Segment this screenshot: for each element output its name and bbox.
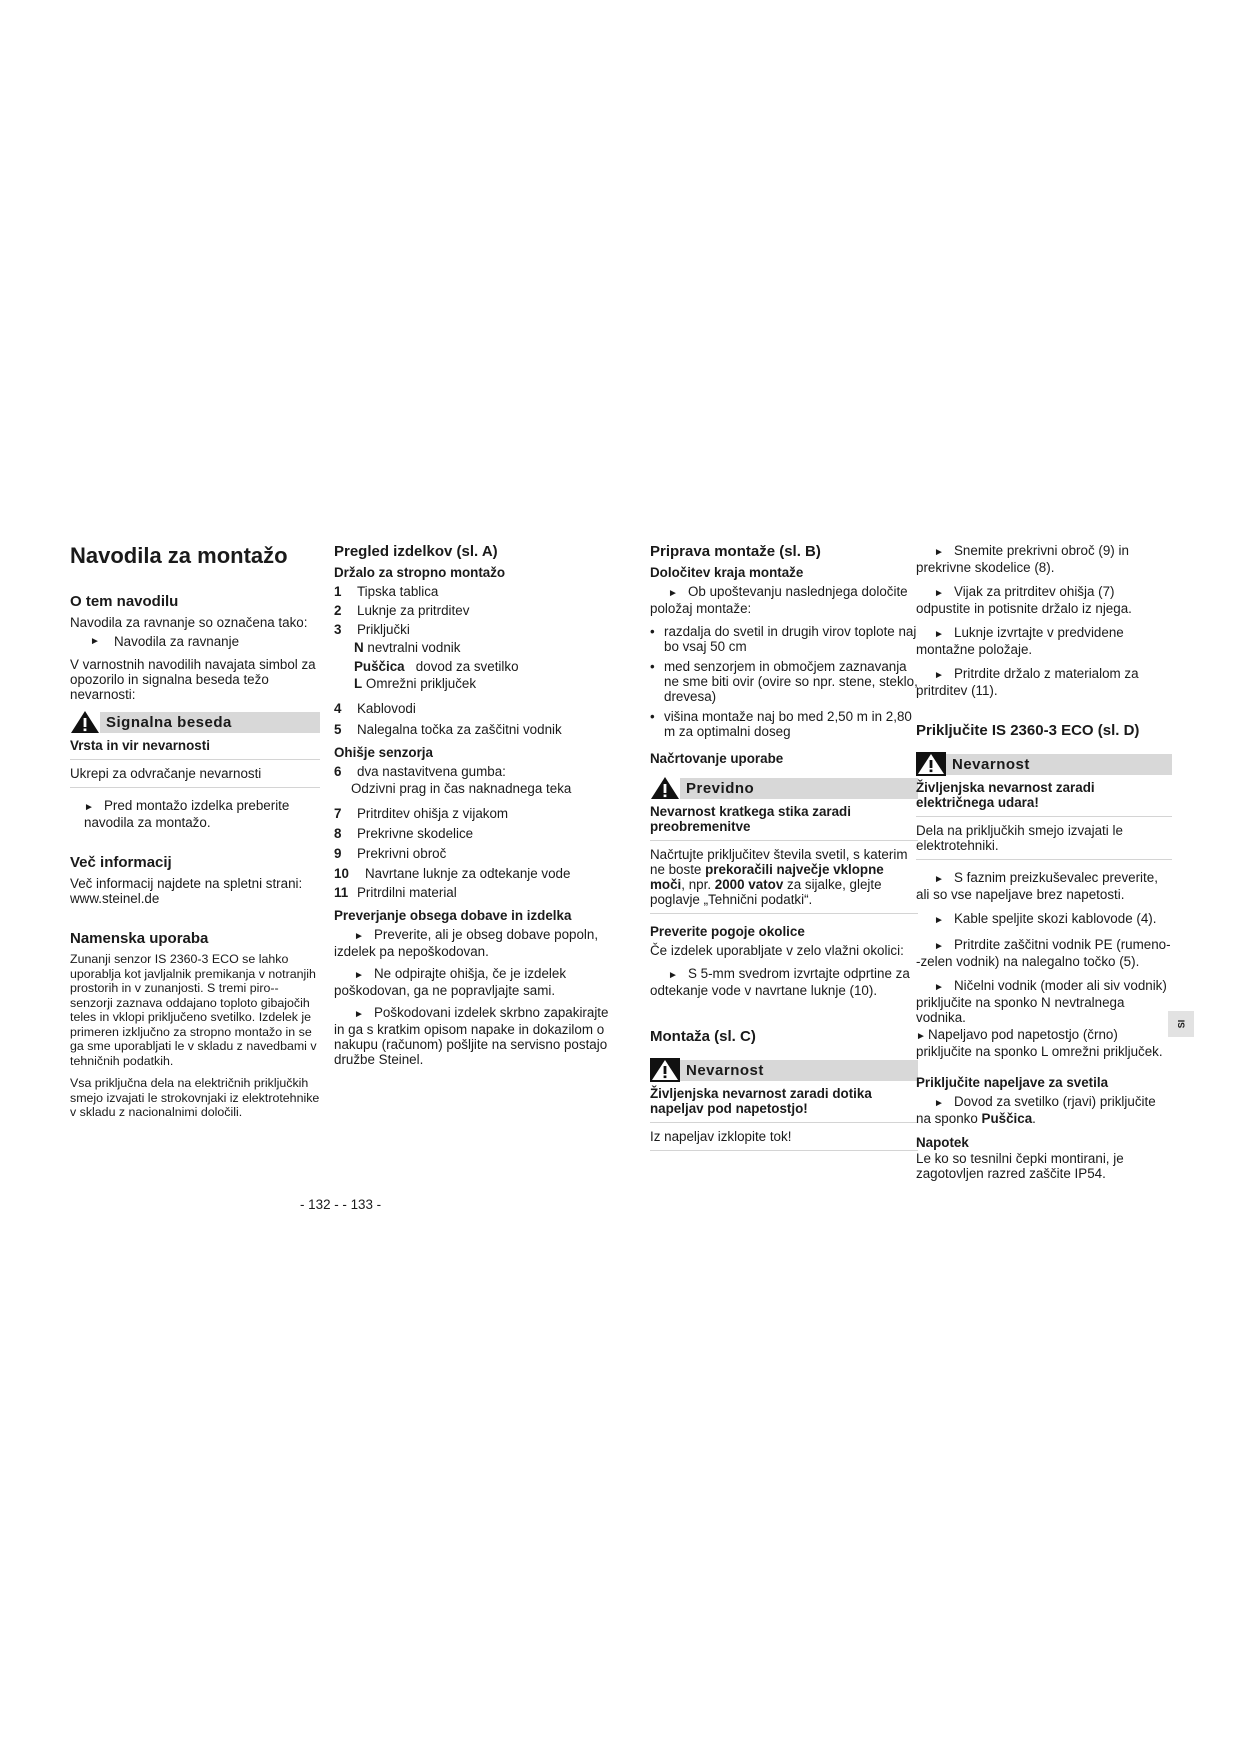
column-3 bbox=[650, 543, 918, 1161]
language-tab: SI bbox=[1168, 1011, 1194, 1037]
list-item: 9 Prekrivni obroč bbox=[334, 846, 447, 861]
subheading-environment: Preverite pogoje okolice bbox=[650, 924, 805, 939]
subheading-location: Določitev kraja montaže bbox=[650, 565, 804, 580]
signal-word-box bbox=[70, 710, 320, 788]
subheading-check-delivery: Preverjanje obsega dobave in izdelka bbox=[334, 908, 572, 923]
arrow-icon: ► bbox=[90, 636, 100, 647]
section-heading-connect: Priključite IS 2360-3 ECO (sl. D) bbox=[916, 722, 1140, 739]
list-item: • med senzorjem in območjem zaznavanja ne sme biti ovir (ovire so npr. stene, steklo, drevesa) bbox=[650, 659, 918, 704]
section-heading-overview: Pregled izdelkov (sl. A) bbox=[334, 543, 498, 560]
danger-body: Iz napeljav izklopite tok! bbox=[650, 1123, 918, 1151]
list-item: 10 Navrtane luknje za odtekanje vode bbox=[334, 866, 571, 881]
subheading-planning: Načrtovanje uporabe bbox=[650, 751, 784, 766]
more-url: www.steinel.de bbox=[70, 891, 160, 906]
caution-box bbox=[650, 776, 918, 914]
column-2 bbox=[334, 543, 612, 1075]
arrow-icon: ► bbox=[354, 1009, 364, 1020]
check-step: ► Ne odpirajte ohišja, če je izdelek poškodovan, ga ne popravljajte sami. bbox=[334, 966, 567, 998]
caution-title: Nevarnost kratkega stika zaradi preobremenitve bbox=[650, 804, 918, 841]
subheading-light-connect: Priključite napeljave za svetila bbox=[916, 1075, 1109, 1090]
use-text-2: Vsa priključna dela na električnih priključkih smejo izvajati le strokovnjaki iz elektrotehnike v skladu z nacionalnimi določili. bbox=[70, 1076, 320, 1119]
danger-label: Nevarnost bbox=[946, 754, 1172, 775]
check-step: ► Preverite, ali je obseg dobave popoln, izdelek pa nepoškodovan. bbox=[334, 927, 599, 959]
list-item: 8 Prekrivne skodelice bbox=[334, 826, 474, 841]
section-heading-about: O tem navodilu bbox=[70, 593, 179, 610]
list-item: 2 Luknje za pritrditev bbox=[334, 603, 470, 618]
column-1 bbox=[70, 543, 320, 1128]
danger-box-mounting bbox=[650, 1058, 918, 1151]
arrow-icon: ► bbox=[916, 1031, 926, 1042]
arrow-icon: ► bbox=[354, 931, 364, 942]
more-text: Več informacij najdete na spletni strani: bbox=[70, 876, 303, 891]
light-connect-step: ► Dovod za svetilko (rjavi) priključite na sponko Puščica. bbox=[916, 1094, 1156, 1126]
arrow-icon: ► bbox=[934, 629, 944, 640]
arrow-icon: ► bbox=[934, 874, 944, 885]
connect-step: ► Kable speljite skozi kablovode (4). bbox=[916, 911, 1172, 928]
arrow-icon: ► bbox=[84, 802, 94, 813]
section-heading-use: Namenska uporaba bbox=[70, 930, 209, 947]
arrow-icon: ► bbox=[934, 670, 944, 681]
note-text: Le ko so tesnilni čepki montirani, je zagotovljen razred zaščite IP54. bbox=[916, 1151, 1124, 1181]
arrow-icon: ► bbox=[934, 915, 944, 926]
caution-body: Načrtujte priključitev števila svetil, s katerim ne boste prekoračili največje vklopne moči, npr. 2000 vatov za sijalke, glejte poglavje „Tehnični podatki“. bbox=[650, 841, 918, 914]
danger-title: Življenjska nevarnost zaradi dotika napeljav pod napetostjo! bbox=[650, 1086, 918, 1123]
mount-step: ► Luknje izvrtajte v predvidene montažne položaje. bbox=[916, 625, 1124, 657]
section-heading-more: Več informacij bbox=[70, 854, 172, 871]
terminal-l: L Omrežni priključek bbox=[354, 676, 477, 691]
check-step: ► Poškodovani izdelek skrbno zapakirajte in ga s kratkim opisom napake in dokazilom o nakupu (računom) pošljite na servisno postajo družbe Steinel. bbox=[334, 1005, 609, 1067]
signal-title: Vrsta in vir nevarnosti bbox=[70, 738, 320, 760]
list-item: • razdalja do svetil in drugih virov toplote naj bo vsaj 50 cm bbox=[650, 624, 917, 654]
connect-step: ► S faznim preizkuševalec preverite, ali so vse napeljave brez napetosti. bbox=[916, 870, 1158, 902]
list-item: 5 Nalegalna točka za zaščitni vodnik bbox=[334, 722, 562, 737]
about-step: ► Navodila za ravnanje bbox=[90, 634, 240, 649]
list-item: 11 Pritrdilni material bbox=[334, 885, 457, 900]
danger-title: Življenjska nevarnost zaradi električnega udara! bbox=[916, 780, 1172, 817]
section-heading-mounting: Montaža (sl. C) bbox=[650, 1028, 756, 1045]
danger-label: Nevarnost bbox=[680, 1060, 918, 1081]
location-step: ► Ob upoštevanju naslednjega določite položaj montaže: bbox=[650, 584, 908, 616]
signal-word-label: Signalna beseda bbox=[100, 712, 320, 733]
mount-step: ► Snemite prekrivni obroč (9) in prekrivne skodelice (8). bbox=[916, 543, 1129, 575]
mount-step: ► Vijak za pritrditev ohišja (7) odpustite in potisnite držalo iz njega. bbox=[916, 584, 1132, 616]
list-item: 4 Kablovodi bbox=[334, 701, 416, 716]
arrow-icon: ► bbox=[934, 982, 944, 993]
arrow-icon: ► bbox=[934, 588, 944, 599]
warning-triangle-icon bbox=[650, 776, 680, 800]
about-text: Navodila za ravnanje so označena tako: bbox=[70, 615, 308, 630]
column-4 bbox=[916, 543, 1172, 1189]
signal-body: Ukrepi za odvračanje nevarnosti bbox=[70, 760, 320, 788]
environment-step: ► S 5-mm svedrom izvrtajte odprtine za odtekanje vode v navrtane luknje (10). bbox=[650, 966, 910, 998]
mount-step: ► Pritrdite držalo z materialom za pritrditev (11). bbox=[916, 666, 1139, 698]
subheading-sensor-housing: Ohišje senzorja bbox=[334, 745, 433, 760]
arrow-icon: ► bbox=[668, 588, 678, 599]
terminal-puscica: Puščica dovod za svetilko bbox=[354, 659, 519, 674]
subheading-note: Napotek bbox=[916, 1135, 969, 1150]
use-text-1: Zunanji senzor IS 2360-3 ECO se lahko uporablja kot javljalnik premikanja v notranjih prostorih in v zunanjosti. S tremi piro--senzorji zaznava oddajano toploto gibajočih teles in vklopi priključeno svetilko. Izdelek je primeren izključno za stropno montažo in se ga sme uporabljati le v skladu z navedbami v tehničnih podatkih. bbox=[70, 952, 317, 1068]
connect-step: ► Ničelni vodnik (moder ali siv vodnik) priključite na sponko N nevtralnega vodnika. bbox=[916, 978, 1167, 1025]
warning-triangle-icon bbox=[70, 710, 100, 734]
subheading-holder: Držalo za stropno montažo bbox=[334, 565, 506, 580]
danger-box-connect bbox=[916, 752, 1172, 860]
section-heading-preparation: Priprava montaže (sl. B) bbox=[650, 543, 821, 560]
danger-body: Dela na priključkih smejo izvajati le elektrotehniki. bbox=[916, 817, 1172, 860]
list-item: 7 Pritrditev ohišja z vijakom bbox=[334, 806, 509, 821]
page-title: Navodila za montažo bbox=[70, 543, 288, 568]
about-text-2: V varnostnih navodilih navajata simbol za opozorilo in signalna beseda težo nevarnosti: bbox=[70, 657, 316, 702]
arrow-icon: ► bbox=[934, 941, 944, 952]
environment-text: Če izdelek uporabljate v zelo vlažni okolici: bbox=[650, 943, 904, 958]
arrow-icon: ► bbox=[934, 547, 944, 558]
list-item-sub: Odzivni prag in čas naknadnega teka bbox=[351, 781, 572, 796]
list-item: 3 Priključki bbox=[334, 622, 410, 637]
arrow-icon: ► bbox=[354, 970, 364, 981]
before-mount-step: ► Pred montažo izdelka preberite navodila za montažo. bbox=[84, 798, 290, 830]
arrow-icon: ► bbox=[668, 970, 678, 981]
terminal-n: N nevtralni vodnik bbox=[354, 640, 461, 655]
arrow-icon: ► bbox=[934, 1098, 944, 1109]
connect-step: ► Pritrdite zaščitni vodnik PE (rumeno--zelen vodnik) na nalegalno točko (5). bbox=[916, 937, 1171, 969]
list-item: 6 dva nastavitvena gumba: bbox=[334, 764, 506, 779]
warning-triangle-icon bbox=[650, 1058, 680, 1082]
warning-triangle-icon bbox=[916, 752, 946, 776]
caution-label: Previdno bbox=[680, 778, 918, 799]
list-item: 1 Tipska tablica bbox=[334, 584, 439, 599]
page-numbers: - 132 - - 133 - bbox=[300, 1197, 382, 1212]
connect-step-live: ► Napeljavo pod napetostjo (črno) priključite na sponko L omrežni priključek. bbox=[916, 1027, 1163, 1059]
list-item: • višina montaže naj bo med 2,50 m in 2,80 m za optimalni doseg bbox=[650, 709, 912, 739]
